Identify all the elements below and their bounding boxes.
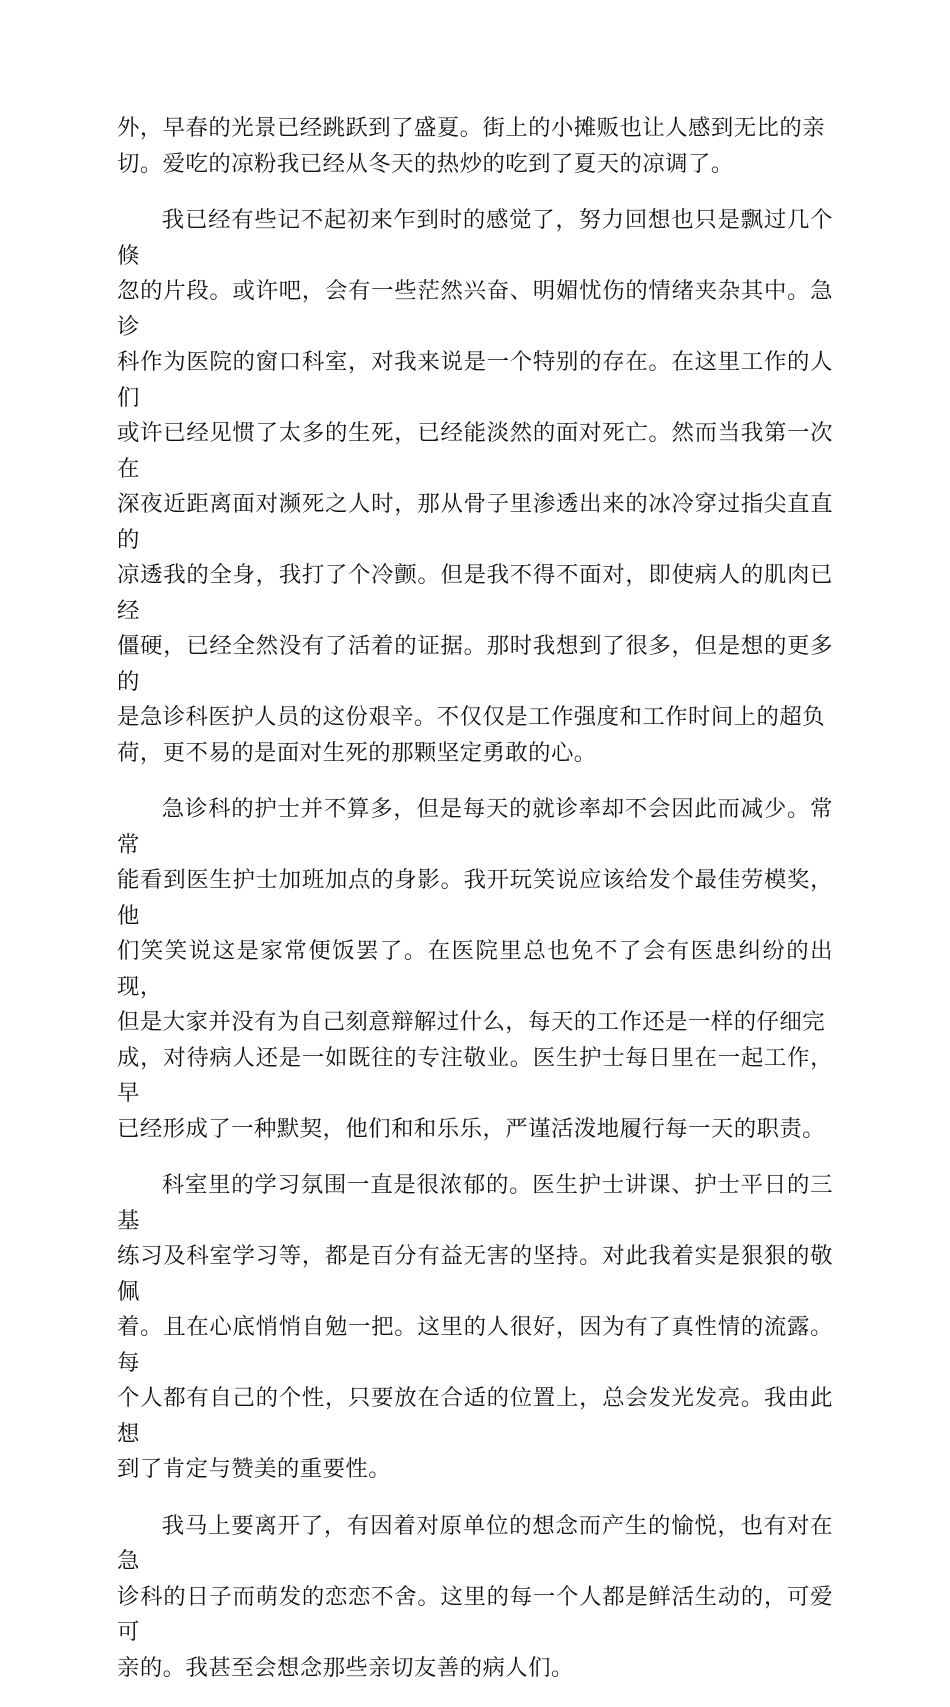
paragraph-1: 外，早春的光景已经跳跃到了盛夏。街上的小摊贩也让人感到无比的亲 切。爱吃的凉粉我已经从冬天的热炒的吃到了夏天的凉调了。 (117, 115, 826, 177)
paragraph-2: 我已经有些记不起初来乍到时的感觉了，努力回想也只是飘过几个倏 忽的片段。或许吧，会有一些茫然兴奋、明媚忧伤的情绪夹杂其中。急诊 科作为医院的窗口科室，对我来说是一个特别的存在。在这里工作的人们 或许已经见惯了太多的生死，已经能淡然的面对死亡。然而当我第一次在 深夜近距离面对濒死之人时，那从骨子里渗透出来的冰冷穿过指尖直直的 凉透我的全身，我打了个冷颤。但是我不得不面对，即使病人的肌肉已经 僵硬，已经全然没有了活着的证据。那时我想到了很多，但是想的更多的 是急诊科医护人员的这份艰辛。不仅仅是工作强度和工作时间上的超负 荷，更不易的是面对生死的那颗坚定勇敢的心。 (117, 207, 833, 766)
paragraph-5: 我马上要离开了，有因着对原单位的想念而产生的愉悦，也有对在急 诊科的日子而萌发的恋恋不舍。这里的每一个人都是鲜活生动的，可爱可 亲的。我甚至会想念那些亲切友善的病人们。 (117, 1512, 833, 1681)
paragraph-4: 科室里的学习氛围一直是很浓郁的。医生护士讲课、护士平日的三基 练习及科室学习等，都是百分有益无害的坚持。对此我着实是狠狠的敬佩 着。且在心底悄悄自勉一把。这里的人很好，因为有了真性情的流露。每 个人都有自己的个性，只要放在合适的位置上，总会发光发亮。我由此想 到了肯定与赞美的重要性。 (117, 1172, 833, 1482)
document-page (117, 111, 833, 1707)
paragraph-3: 急诊科的护士并不算多，但是每天的就诊率却不会因此而减少。常常 能看到医生护士加班加点的身影。我开玩笑说应该给发个最佳劳模奖，他 们笑笑说这是家常便饭罢了。在医院里总也免不了会有医患纠纷的出现， 但是大家并没有为自己刻意辩解过什么，每天的工作还是一样的仔细完 成，对待病人还是一如既往的专注敬业。医生护士每日里在一起工作，早 已经形成了一种默契，他们和和乐乐，严谨活泼地履行每一天的职责。 (117, 796, 833, 1142)
